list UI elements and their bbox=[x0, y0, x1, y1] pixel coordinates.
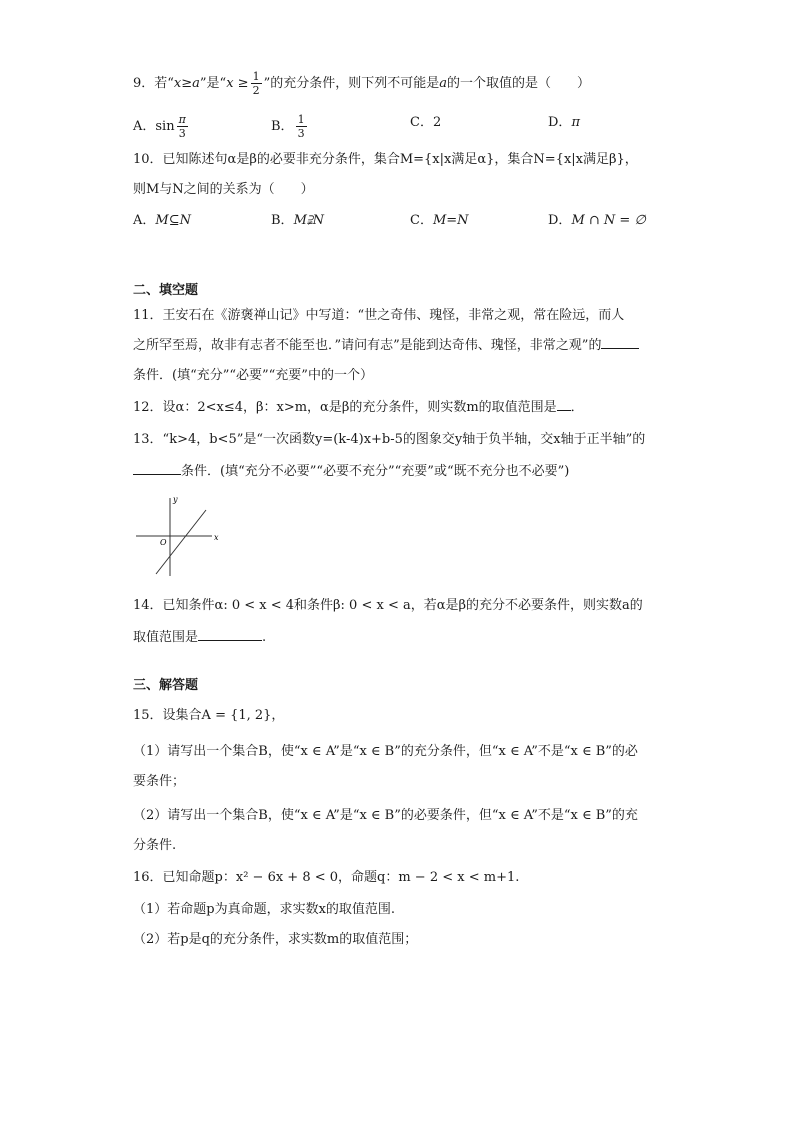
q9-text-d: 的一个取值的是（ ） bbox=[446, 76, 590, 91]
q9-option-d bbox=[548, 113, 580, 133]
q10-option-c-value: M=N bbox=[432, 213, 469, 228]
q14-line-2-text: 取值范围是 bbox=[133, 630, 199, 645]
q13-answer-blank bbox=[133, 462, 181, 475]
q15-part-1-line-2: 要条件； bbox=[133, 774, 186, 789]
q10-option-a-label: A． bbox=[133, 213, 156, 228]
q10-option-a-value: M⊆N bbox=[155, 213, 191, 228]
question-11-line-2 bbox=[133, 336, 639, 356]
q15-part-1-line-1: （1）请写出一个集合B，使“x ∈ A”是“x ∈ B”的充分条件，但“x ∈ A”不是“x ∈ B”的必 bbox=[133, 744, 638, 759]
question-14-line-1: 14．已知条件α: 0 < x < 4和条件β: 0 < x < a，若α是β的充分不必要条件，则实数a的 bbox=[133, 598, 643, 613]
q9-var-a: a bbox=[439, 76, 447, 91]
question-9-stem bbox=[133, 70, 590, 97]
q9-fraction-half bbox=[251, 70, 262, 97]
q9-option-b-den: 3 bbox=[297, 127, 305, 140]
q10-option-d-label: D． bbox=[548, 213, 572, 228]
q15-part-2-line-2: 分条件. bbox=[133, 838, 177, 853]
question-12 bbox=[133, 398, 584, 418]
q9-option-a-den: 3 bbox=[178, 127, 186, 140]
q10-option-b bbox=[271, 211, 324, 231]
q9-text-a: 9．若“ bbox=[133, 76, 174, 91]
q10-option-a bbox=[133, 211, 191, 231]
q14-answer-blank bbox=[198, 628, 262, 641]
q9-option-a-label: A． bbox=[133, 119, 156, 134]
q9-option-a-num: π bbox=[178, 113, 186, 126]
q9-condition-2-lhs: x ≥ bbox=[226, 76, 249, 91]
q16-part-1: （1）若命题p为真命题，求实数x的取值范围. bbox=[133, 902, 396, 917]
q10-option-b-value: M⫌N bbox=[293, 213, 324, 228]
question-10-line-1: 10．已知陈述句α是β的必要非充分条件，集合M={x|x满足α}，集合N={x|x满足β}， bbox=[133, 152, 638, 167]
question-11-line-1: 11．王安石在《游褒禅山记》中写道：“世之奇伟、瑰怪，非常之观，常在险远，而人 bbox=[133, 308, 625, 323]
q9-option-b-label: B． bbox=[271, 119, 294, 134]
q10-option-c bbox=[410, 211, 469, 231]
q9-option-b-fraction bbox=[296, 113, 307, 140]
y-axis-label: y bbox=[173, 495, 178, 504]
question-11-line-3: 条件．(填“充分”“必要”“充要”中的一个） bbox=[133, 368, 373, 383]
question-15-intro: 15．设集合A = {1, 2}， bbox=[133, 708, 285, 723]
q9-option-b-num: 1 bbox=[297, 113, 305, 126]
q9-frac-num: 1 bbox=[252, 70, 260, 83]
q9-option-d-value: π bbox=[571, 115, 580, 130]
q12-answer-blank bbox=[557, 398, 571, 411]
q9-option-a-func: sin bbox=[155, 119, 175, 134]
question-10-line-2: 则M与N之间的关系为（ ） bbox=[133, 182, 314, 197]
section-2-heading: 二、填空题 bbox=[133, 283, 199, 298]
q9-option-c-label: C． bbox=[410, 115, 433, 130]
q12-end: ． bbox=[570, 400, 584, 415]
q9-option-b bbox=[271, 113, 309, 140]
q9-text-b: ”是“ bbox=[199, 76, 227, 91]
q13-line-2-text: 条件．(填“充分不必要”“必要不充分”“充要”或“既不充分也不必要”) bbox=[181, 464, 570, 479]
q12-text: 12．设α：2<x≤4，β：x>m，α是β的充分条件，则实数m的取值范围是 bbox=[133, 400, 557, 415]
q10-option-c-label: C． bbox=[410, 213, 433, 228]
q9-option-a bbox=[133, 113, 190, 140]
q11-answer-blank bbox=[601, 336, 639, 349]
q9-condition-1: x≥a bbox=[173, 76, 200, 91]
q9-option-a-fraction bbox=[177, 113, 188, 140]
q15-part-2-line-1: （2）请写出一个集合B，使“x ∈ A”是“x ∈ B”的必要条件，但“x ∈ A”不是“x ∈ B”的充 bbox=[133, 808, 638, 823]
section-3-heading: 三、解答题 bbox=[133, 678, 199, 693]
q11-line-2-text: 之所罕至焉，故非有志者不能至也．”请问有志”是能到达奇伟、瑰怪，非常之观”的 bbox=[133, 338, 602, 353]
question-14-line-2 bbox=[133, 628, 266, 648]
q9-option-c-value: 2 bbox=[432, 115, 442, 130]
question-16-intro: 16．已知命题p：x² − 6x + 8 < 0，命题q：m − 2 < x < m+1. bbox=[133, 870, 520, 885]
q9-option-c bbox=[410, 113, 441, 133]
x-axis-label: x bbox=[214, 533, 219, 542]
q13-graph bbox=[130, 492, 222, 578]
question-13-line-1: 13．“k>4，b<5”是“一次函数y=(k-4)x+b-5的图象交y轴于负半轴，交x轴于正半轴”的 bbox=[133, 432, 646, 447]
q9-option-d-label: D． bbox=[548, 115, 572, 130]
q10-option-d-value: M ∩ N = ∅ bbox=[571, 213, 646, 228]
origin-label: O bbox=[160, 538, 167, 547]
q14-end: . bbox=[262, 630, 267, 645]
q10-option-d bbox=[548, 211, 646, 231]
question-13-line-2 bbox=[133, 462, 569, 482]
q9-text-c: ”的充分条件，则下列不可能是 bbox=[263, 76, 440, 91]
q16-part-2: （2）若p是q的充分条件，求实数m的取值范围； bbox=[133, 932, 418, 947]
q10-option-b-label: B． bbox=[271, 213, 294, 228]
q9-frac-den: 2 bbox=[252, 84, 260, 97]
